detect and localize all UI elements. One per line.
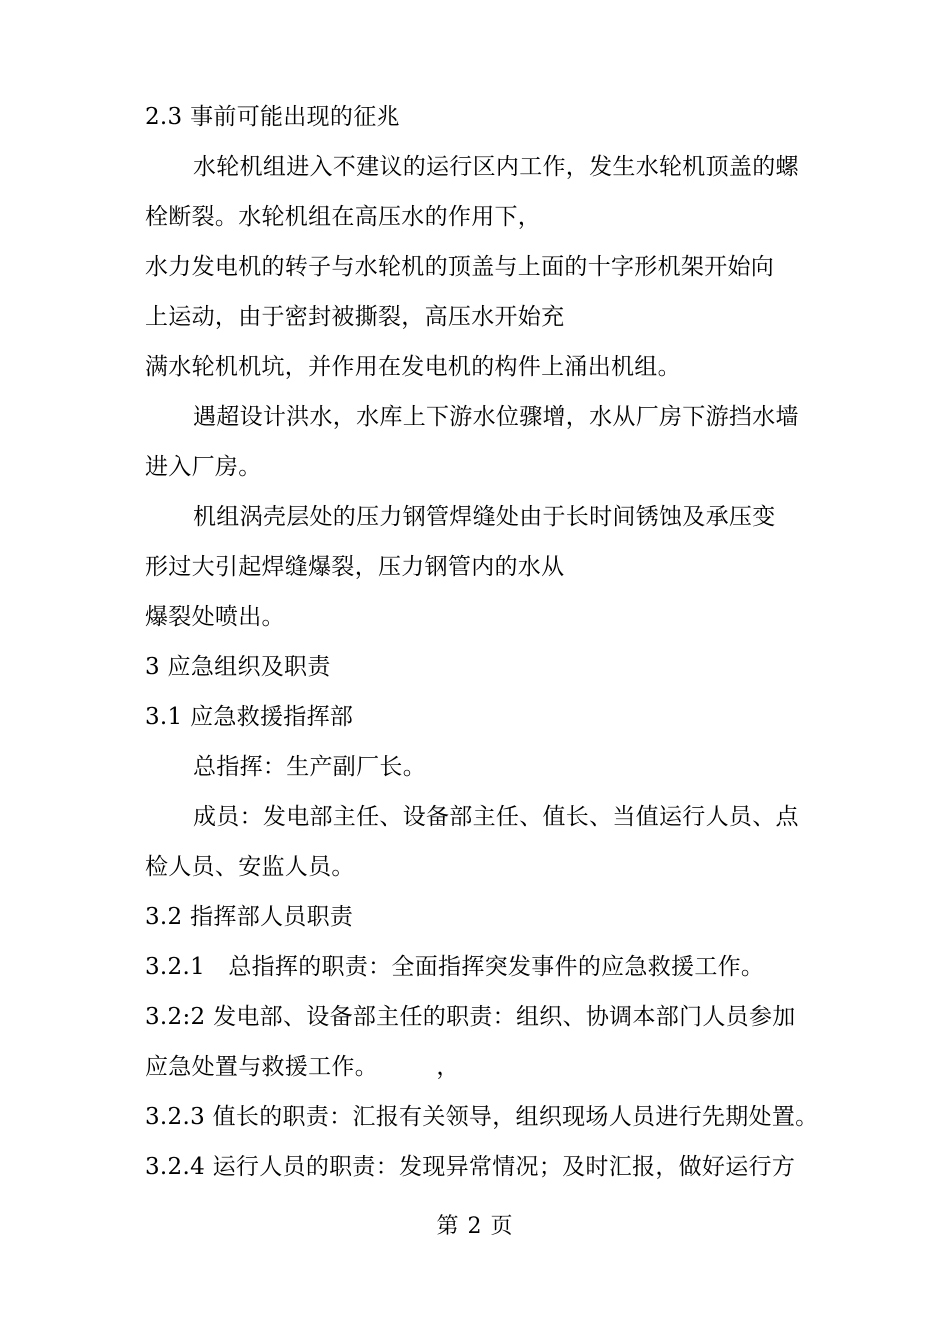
paragraph-line: 遇超设计洪水，水库上下游水位骤增，水从厂房下游挡水墙 [193,404,799,430]
paragraph-line: 上运动，由于密封被撕裂，高压水开始充 [145,304,565,330]
paragraph-line: 进入厂房。 [145,454,262,480]
paragraph-line: 3.2:2 发电部、设备部主任的职责：组织、协调本部门人员参加 [145,1004,796,1030]
paragraph-line: 成员：发电部主任、设备部主任、值长、当值运行人员、点 [193,804,799,830]
section-heading-3: 3 应急组织及职责 [145,654,331,680]
paragraph-line: 水力发电机的转子与水轮机的顶盖与上面的十字形机架开始向 [145,254,775,280]
paragraph-line: 总指挥：生产副厂长。 [193,754,426,780]
paragraph-line: 机组涡壳层处的压力钢管焊缝处由于长时间锈蚀及承压变 [193,504,776,530]
paragraph-line: 爆裂处喷出。 [145,604,285,630]
paragraph-line: 水轮机组进入不建议的运行区内工作，发生水轮机顶盖的螺 [193,154,799,180]
paragraph-line: 栓断裂。水轮机组在高压水的作用下， [145,204,542,230]
paragraph-line: 应急处置与救援工作。 ， [145,1054,460,1080]
paragraph-line: 形过大引起焊缝爆裂，压力钢管内的水从 [145,554,565,580]
section-heading-2-3: 2.3 事前可能出现的征兆 [145,104,400,130]
page-number: 第 2 页 [436,1214,514,1239]
section-heading-3-2: 3.2 指挥部人员职责 [145,904,354,930]
paragraph-line: 3.2.4 运行人员的职责：发现异常情况；及时汇报，做好运行方 [145,1154,796,1180]
paragraph-line: 满水轮机机坑，并作用在发电机的构件上涌出机组。 [145,354,681,380]
section-heading-3-1: 3.1 应急救援指挥部 [145,704,354,730]
paragraph-line: 3.2.3 值长的职责：汇报有关领导，组织现场人员进行先期处置。 [145,1104,819,1130]
paragraph-line: 3.2.1 总指挥的职责：全面指挥突发事件的应急救援工作。 [145,954,765,980]
paragraph-line: 检人员、安监人员。 [145,854,355,880]
